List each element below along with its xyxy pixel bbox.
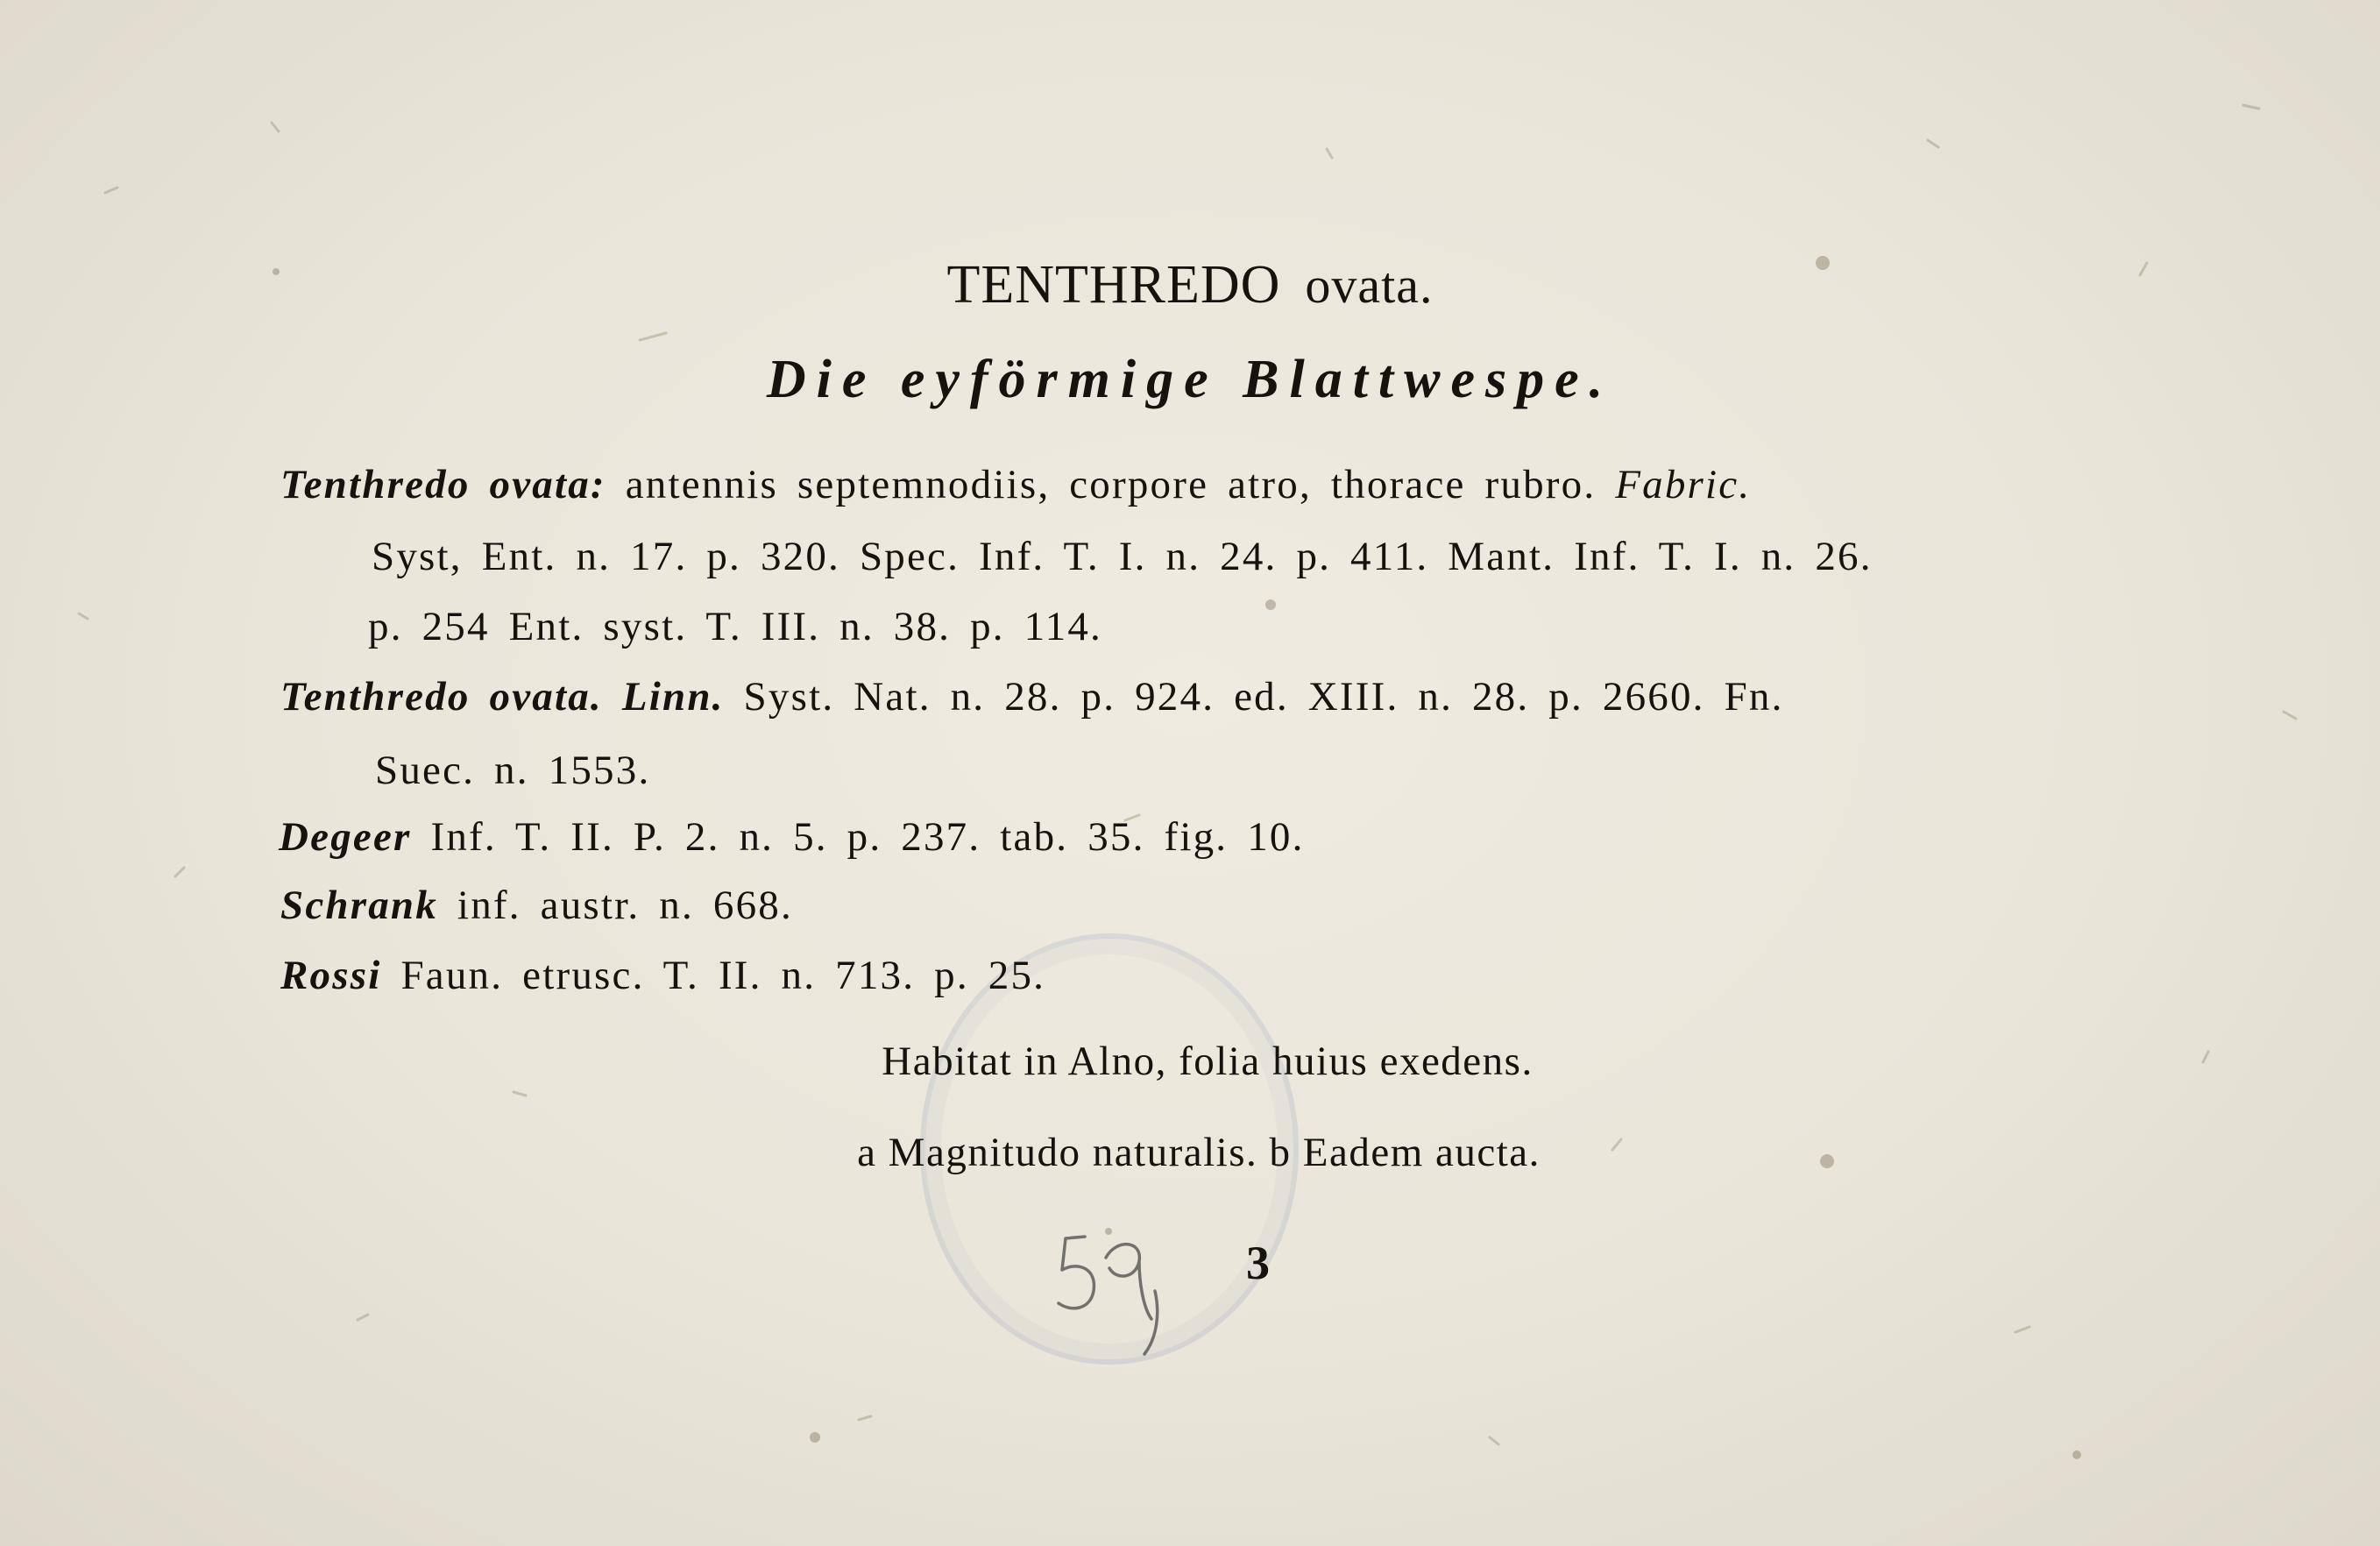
reference-text: p. 254 Ent. syst. T. III. n. 38. p. 114.: [368, 604, 1102, 649]
reference-line: [280, 462, 1752, 507]
reference-line: [279, 814, 1305, 860]
page-title: [0, 255, 2380, 315]
pencil-annotation: [1052, 1223, 1183, 1363]
reference-line: [372, 536, 1873, 578]
page-number: 3: [1246, 1237, 1270, 1289]
habitat-note: Habitat in Alno, folia huius exedens.: [882, 1039, 1534, 1084]
page-subtitle: Die eyförmige Blattwespe.: [766, 350, 1614, 409]
title-genus: TENTHREDO: [946, 255, 1281, 315]
reference-author: Degeer: [279, 814, 412, 860]
reference-text: Suec. n. 1553.: [375, 748, 651, 793]
reference-author: Rossi: [280, 953, 382, 998]
reference-line: [280, 885, 793, 926]
reference-line: [280, 674, 1784, 720]
reference-author: Tenthredo ovata:: [280, 462, 606, 507]
title-species: ovata.: [1305, 257, 1434, 314]
reference-text: antennis septemnodiis, corpore atro, thorace rubro.: [606, 462, 1616, 507]
reference-text: inf. austr. n. 668.: [437, 883, 793, 928]
reference-line: [280, 955, 1045, 996]
reference-line: [368, 606, 1102, 648]
figure-caption: a Magnitudo naturalis. b Eadem aucta.: [857, 1130, 1541, 1175]
reference-text: Syst, Ent. n. 17. p. 320. Spec. Inf. T. I. n. 24. p. 411. Mant. Inf. T. I. n. 26.: [372, 534, 1873, 579]
reference-author: Schrank: [280, 883, 438, 928]
reference-text: Syst. Nat. n. 28. p. 924. ed. XIII. n. 28. p. 2660. Fn.: [724, 674, 1784, 720]
reference-author: Tenthredo ovata. Linn.: [280, 674, 725, 720]
reference-text: Inf. T. II. P. 2. n. 5. p. 237. tab. 35. fig. 10.: [411, 814, 1305, 860]
reference-citation: Fabric.: [1615, 462, 1752, 507]
reference-line: [375, 750, 650, 791]
reference-text: Faun. etrusc. T. II. n. 713. p. 25.: [381, 953, 1046, 998]
